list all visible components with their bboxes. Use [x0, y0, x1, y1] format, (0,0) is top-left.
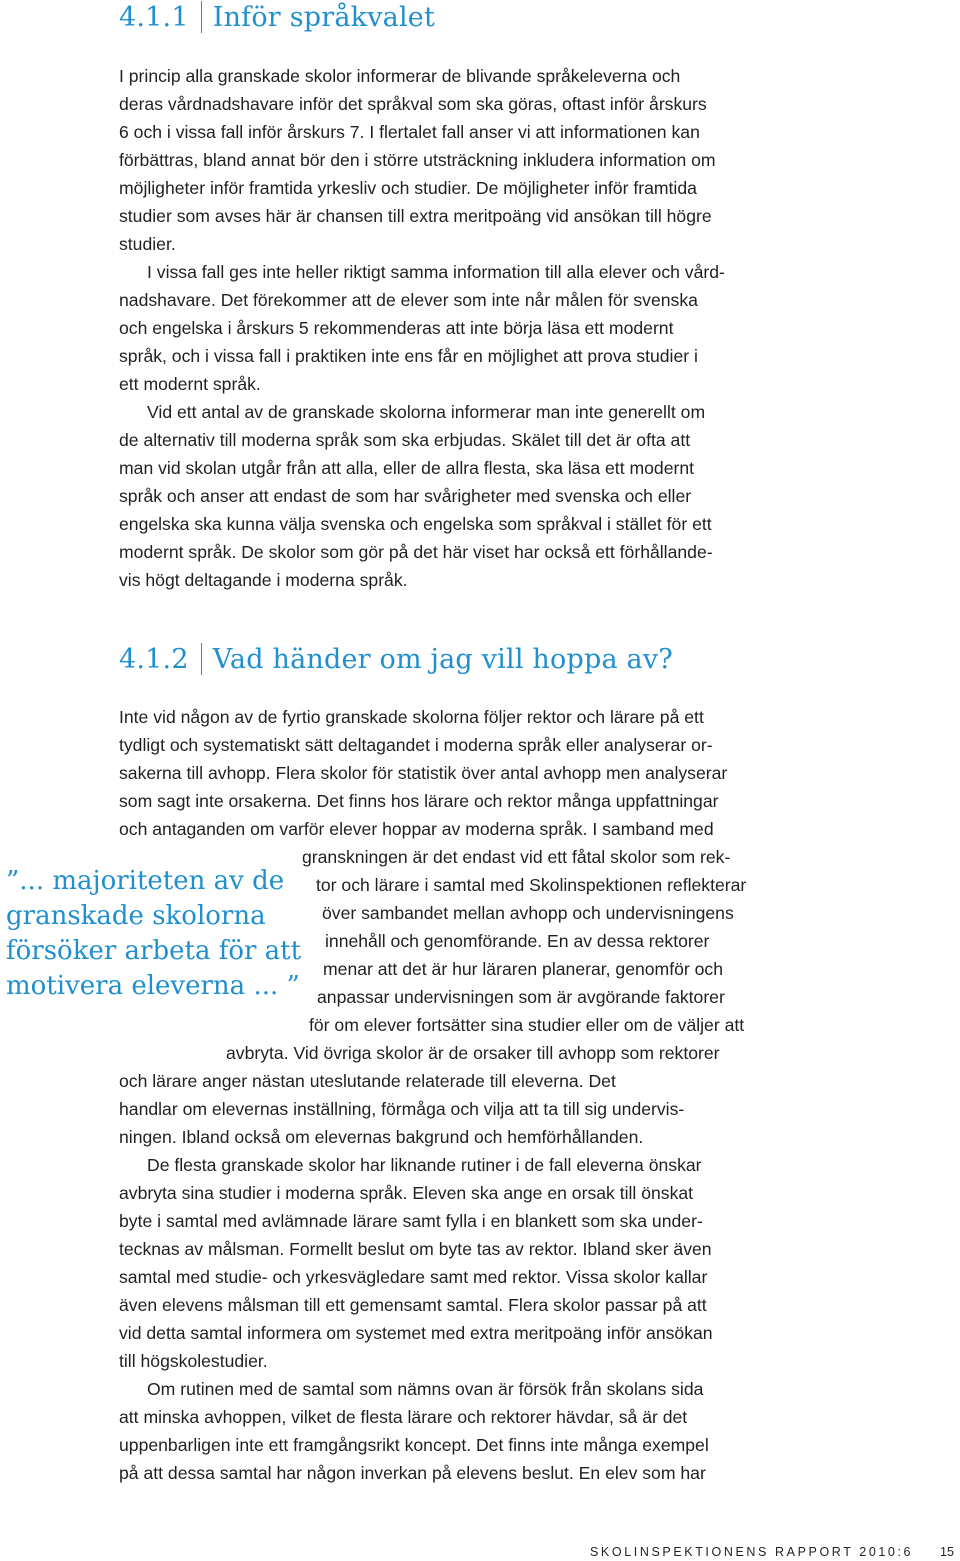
- text-line: tecknas av målsman. Formellt beslut om byte tas av rektor. Ibland sker även: [119, 1239, 712, 1259]
- text-line: uppenbarligen inte ett framgångsrikt koncept. Det finns inte många exempel: [119, 1435, 709, 1455]
- text-line: innehåll och genomförande. En av dessa rektorer: [325, 931, 710, 951]
- text-line: sakerna till avhopp. Flera skolor för statistik över antal avhopp men analyserar: [119, 763, 728, 783]
- text-line: på att dessa samtal har någon inverkan på elevens beslut. En elev som har: [119, 1463, 706, 1483]
- pull-quote-line: granskade skolorna: [6, 901, 266, 931]
- pull-quote-line: försöker arbeta för att: [6, 936, 302, 966]
- heading-divider: [201, 643, 202, 675]
- text-line: tydligt och systematiskt sätt deltagandet i moderna språk eller analyserar or-: [119, 735, 713, 755]
- text-line: studier som avses här är chansen till extra meritpoäng vid ansökan till högre: [119, 206, 712, 226]
- text-line: även elevens målsman till ett gemensamt samtal. Flera skolor passar på att: [119, 1295, 707, 1315]
- text-line: ningen. Ibland också om elevernas bakgrund och hemförhållanden.: [119, 1127, 644, 1147]
- text-line: Om rutinen med de samtal som nämns ovan är försök från skolans sida: [147, 1379, 704, 1399]
- section-number: 4.1.2: [119, 644, 189, 675]
- text-line: De flesta granskade skolor har liknande rutiner i de fall eleverna önskar: [147, 1155, 702, 1175]
- text-line: studier.: [119, 234, 176, 254]
- text-line: I princip alla granskade skolor informerar de blivande språkeleverna och: [119, 66, 681, 86]
- text-line: Vid ett antal av de granskade skolorna informerar man inte generellt om: [147, 402, 706, 422]
- text-line: och antaganden om varför elever hoppar av moderna språk. I samband med: [119, 819, 714, 839]
- text-line: språk och anser att endast de som har svårigheter med svenska och eller: [119, 486, 692, 506]
- text-line: samtal med studie- och yrkesvägledare samt med rektor. Vissa skolor kallar: [119, 1267, 708, 1287]
- text-line: möjligheter inför framtida yrkesliv och studier. De möjligheter inför framtida: [119, 178, 697, 198]
- text-line: menar att det är hur läraren planerar, genomför och: [323, 959, 723, 979]
- text-line: anpassar undervisningen som är avgörande faktorer: [317, 987, 725, 1007]
- section-heading-4-1-2: [119, 643, 673, 675]
- text-line: engelska ska kunna välja svenska och engelska som språkval i stället för ett: [119, 514, 712, 534]
- heading-divider: [201, 1, 202, 33]
- text-line: vid detta samtal informera om systemet med extra meritpoäng inför ansökan: [119, 1323, 713, 1343]
- text-line: handlar om elevernas inställning, förmåga och vilja att ta till sig undervis-: [119, 1099, 685, 1119]
- text-line: de alternativ till moderna språk som ska erbjudas. Skälet till det är ofta att: [119, 430, 691, 450]
- text-line: att minska avhoppen, vilket de flesta lärare och rektorer hävdar, så är det: [119, 1407, 688, 1427]
- text-line: avbryta sina studier i moderna språk. Eleven ska ange en orsak till önskat: [119, 1183, 694, 1203]
- text-line: avbryta. Vid övriga skolor är de orsaker till avhopp som rektorer: [226, 1043, 720, 1063]
- text-line: språk, och i vissa fall i praktiken inte ens får en möjlighet att prova studier i: [119, 346, 698, 366]
- text-line: vis högt deltagande i moderna språk.: [119, 570, 408, 590]
- text-line: till högskolestudier.: [119, 1351, 268, 1371]
- text-line: över sambandet mellan avhopp och undervisningens: [322, 903, 734, 923]
- text-line: I vissa fall ges inte heller riktigt samma information till alla elever och vård-: [147, 262, 725, 282]
- section-title: Inför språkvalet: [212, 2, 436, 33]
- text-line: som sagt inte orsakerna. Det finns hos lärare och rektor många uppfattningar: [119, 791, 719, 811]
- text-line: och lärare anger nästan uteslutande relaterade till eleverna. Det: [119, 1071, 616, 1091]
- section-title: Vad händer om jag vill hoppa av?: [212, 644, 673, 675]
- text-line: ett modernt språk.: [119, 374, 261, 394]
- text-line: Inte vid någon av de fyrtio granskade skolorna följer rektor och lärare på ett: [119, 707, 704, 727]
- text-line: förbättras, bland annat bör den i större utsträckning inkludera information om: [119, 150, 716, 170]
- text-line: byte i samtal med avlämnade lärare samt fylla i en blankett som ska under-: [119, 1211, 703, 1231]
- text-line: för om elever fortsätter sina studier eller om de väljer att: [309, 1015, 745, 1035]
- page-number: 15: [940, 1545, 954, 1559]
- text-line: deras vårdnadshavare inför det språkval som ska göras, oftast inför årskurs: [119, 94, 707, 114]
- section-heading-4-1-1: [119, 1, 435, 33]
- text-line: man vid skolan utgår från att alla, eller de allra flesta, ska läsa ett modernt: [119, 458, 695, 478]
- text-line: och engelska i årskurs 5 rekommenderas att inte börja läsa ett modernt: [119, 318, 674, 338]
- text-line: nadshavare. Det förekommer att de elever som inte når målen för svenska: [119, 290, 698, 310]
- text-line: tor och lärare i samtal med Skolinspektionen reflekterar: [316, 875, 747, 895]
- text-line: granskningen är det endast vid ett fåtal skolor som rek-: [302, 847, 731, 867]
- text-line: 6 och i vissa fall inför årskurs 7. I flertalet fall anser vi att informationen kan: [119, 122, 700, 142]
- footer-report-title: SKOLINSPEKTIONENS RAPPORT 2010:6: [590, 1545, 914, 1559]
- section-number: 4.1.1: [119, 2, 189, 33]
- pull-quote-line: motivera eleverna ... ”: [6, 971, 300, 1001]
- pull-quote-line: ”... majoriteten av de: [6, 866, 285, 896]
- text-line: modernt språk. De skolor som gör på det här viset har också ett förhållande-: [119, 542, 713, 562]
